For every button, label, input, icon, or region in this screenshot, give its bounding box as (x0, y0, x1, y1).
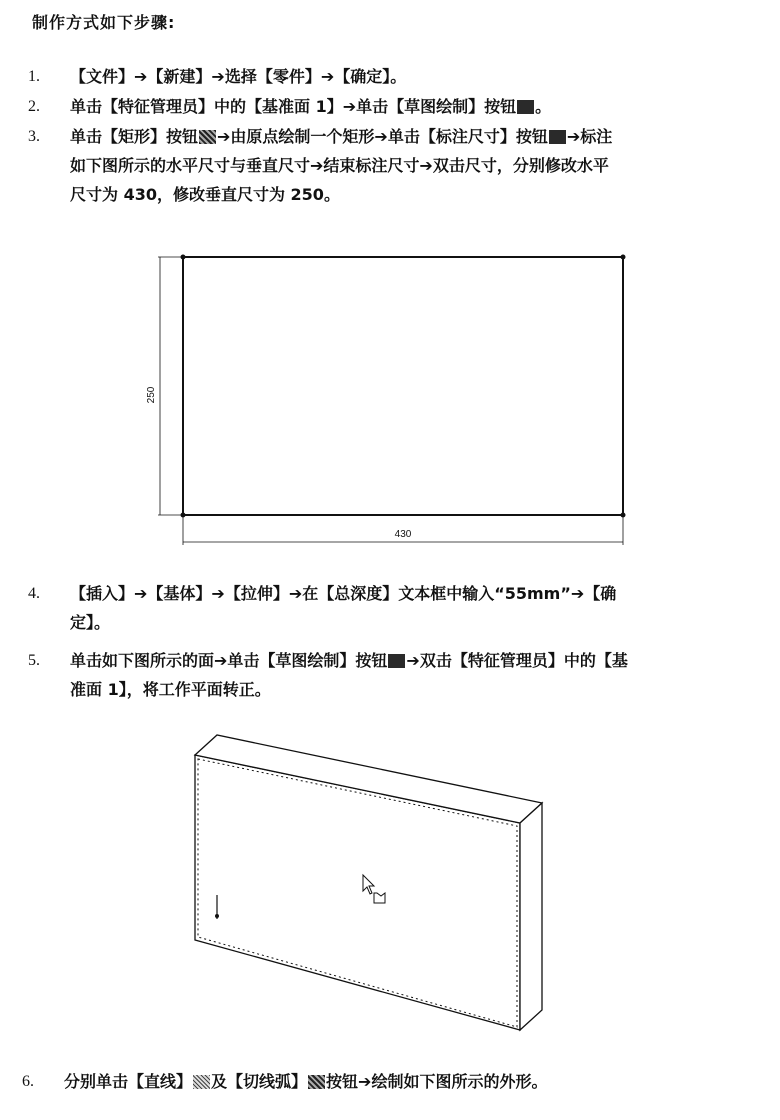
step-6 (22, 1067, 742, 1096)
step-line (70, 646, 748, 675)
step-number: 4. (28, 585, 40, 602)
dimension-button-icon (549, 130, 566, 144)
corner-point (621, 255, 626, 260)
step-line (64, 1067, 742, 1096)
step-number: 3. (28, 128, 40, 145)
origin-point (215, 914, 219, 918)
vertical-dimension-label: 250 (146, 386, 157, 404)
step-text-segment: 单击【特征管理员】中的【基准面 1】➔单击【草图绘制】按钮 (70, 97, 517, 116)
step-line: 【插入】➔【基体】➔【拉伸】➔在【总深度】文本框中输入“55mm”➔【确 (70, 584, 617, 603)
page-title: 制作方式如下步骤: (32, 13, 176, 32)
step-text-segment: ➔双击【特征管理员】中的【基 (406, 651, 628, 670)
step-text (64, 1067, 742, 1096)
sketch-rectangle (183, 257, 623, 515)
step-line (70, 92, 748, 121)
sketch-button-icon (517, 100, 534, 114)
step-text (70, 579, 748, 637)
step-4 (28, 579, 748, 637)
step-line (70, 122, 748, 151)
step-text-segment: 按钮➔绘制如下图所示的外形。 (326, 1072, 548, 1091)
step-5 (28, 646, 748, 704)
step-text-segment: 分别单击【直线】 (64, 1072, 193, 1091)
step-line: 尺寸为 430，修改垂直尺寸为 250。 (70, 185, 340, 204)
step-number: 6. (22, 1073, 34, 1090)
step-text (70, 62, 748, 91)
step-text-segment: 单击如下图所示的面➔单击【草图绘制】按钮 (70, 651, 388, 670)
step-number: 1. (28, 68, 40, 85)
tangent-arc-button-icon (308, 1075, 325, 1089)
step-text-segment: 及【切线弧】 (211, 1072, 308, 1091)
step-1 (28, 62, 748, 91)
step-line: 【文件】➔【新建】➔选择【零件】➔【确定】。 (70, 67, 407, 86)
step-text (70, 92, 748, 121)
right-face (520, 803, 542, 1030)
step-line: 定】。 (70, 613, 111, 632)
step-2 (28, 92, 748, 121)
line-button-icon (193, 1075, 210, 1089)
step-line: 准面 1】，将工作平面转正。 (70, 680, 271, 699)
step-text (70, 122, 748, 209)
step-3 (28, 122, 748, 209)
horizontal-dimension-label: 430 (394, 529, 412, 540)
step-text-segment: ➔标注 (566, 127, 613, 146)
rectangle-sketch-figure (140, 245, 640, 550)
step-text-segment: 。 (535, 97, 552, 116)
step-text-segment: 单击【矩形】按钮 (70, 127, 199, 146)
step-number: 5. (28, 652, 40, 669)
step-number: 2. (28, 98, 40, 115)
sketch-button-icon (388, 654, 405, 668)
step-text (70, 646, 748, 704)
step-line: 如下图所示的水平尺寸与垂直尺寸➔结束标注尺寸➔双击尺寸，分别修改水平 (70, 156, 609, 175)
rectangle-button-icon (199, 130, 216, 144)
extruded-block-figure (185, 725, 555, 1040)
step-text-segment: ➔由原点绘制一个矩形➔单击【标注尺寸】按钮 (217, 127, 548, 146)
